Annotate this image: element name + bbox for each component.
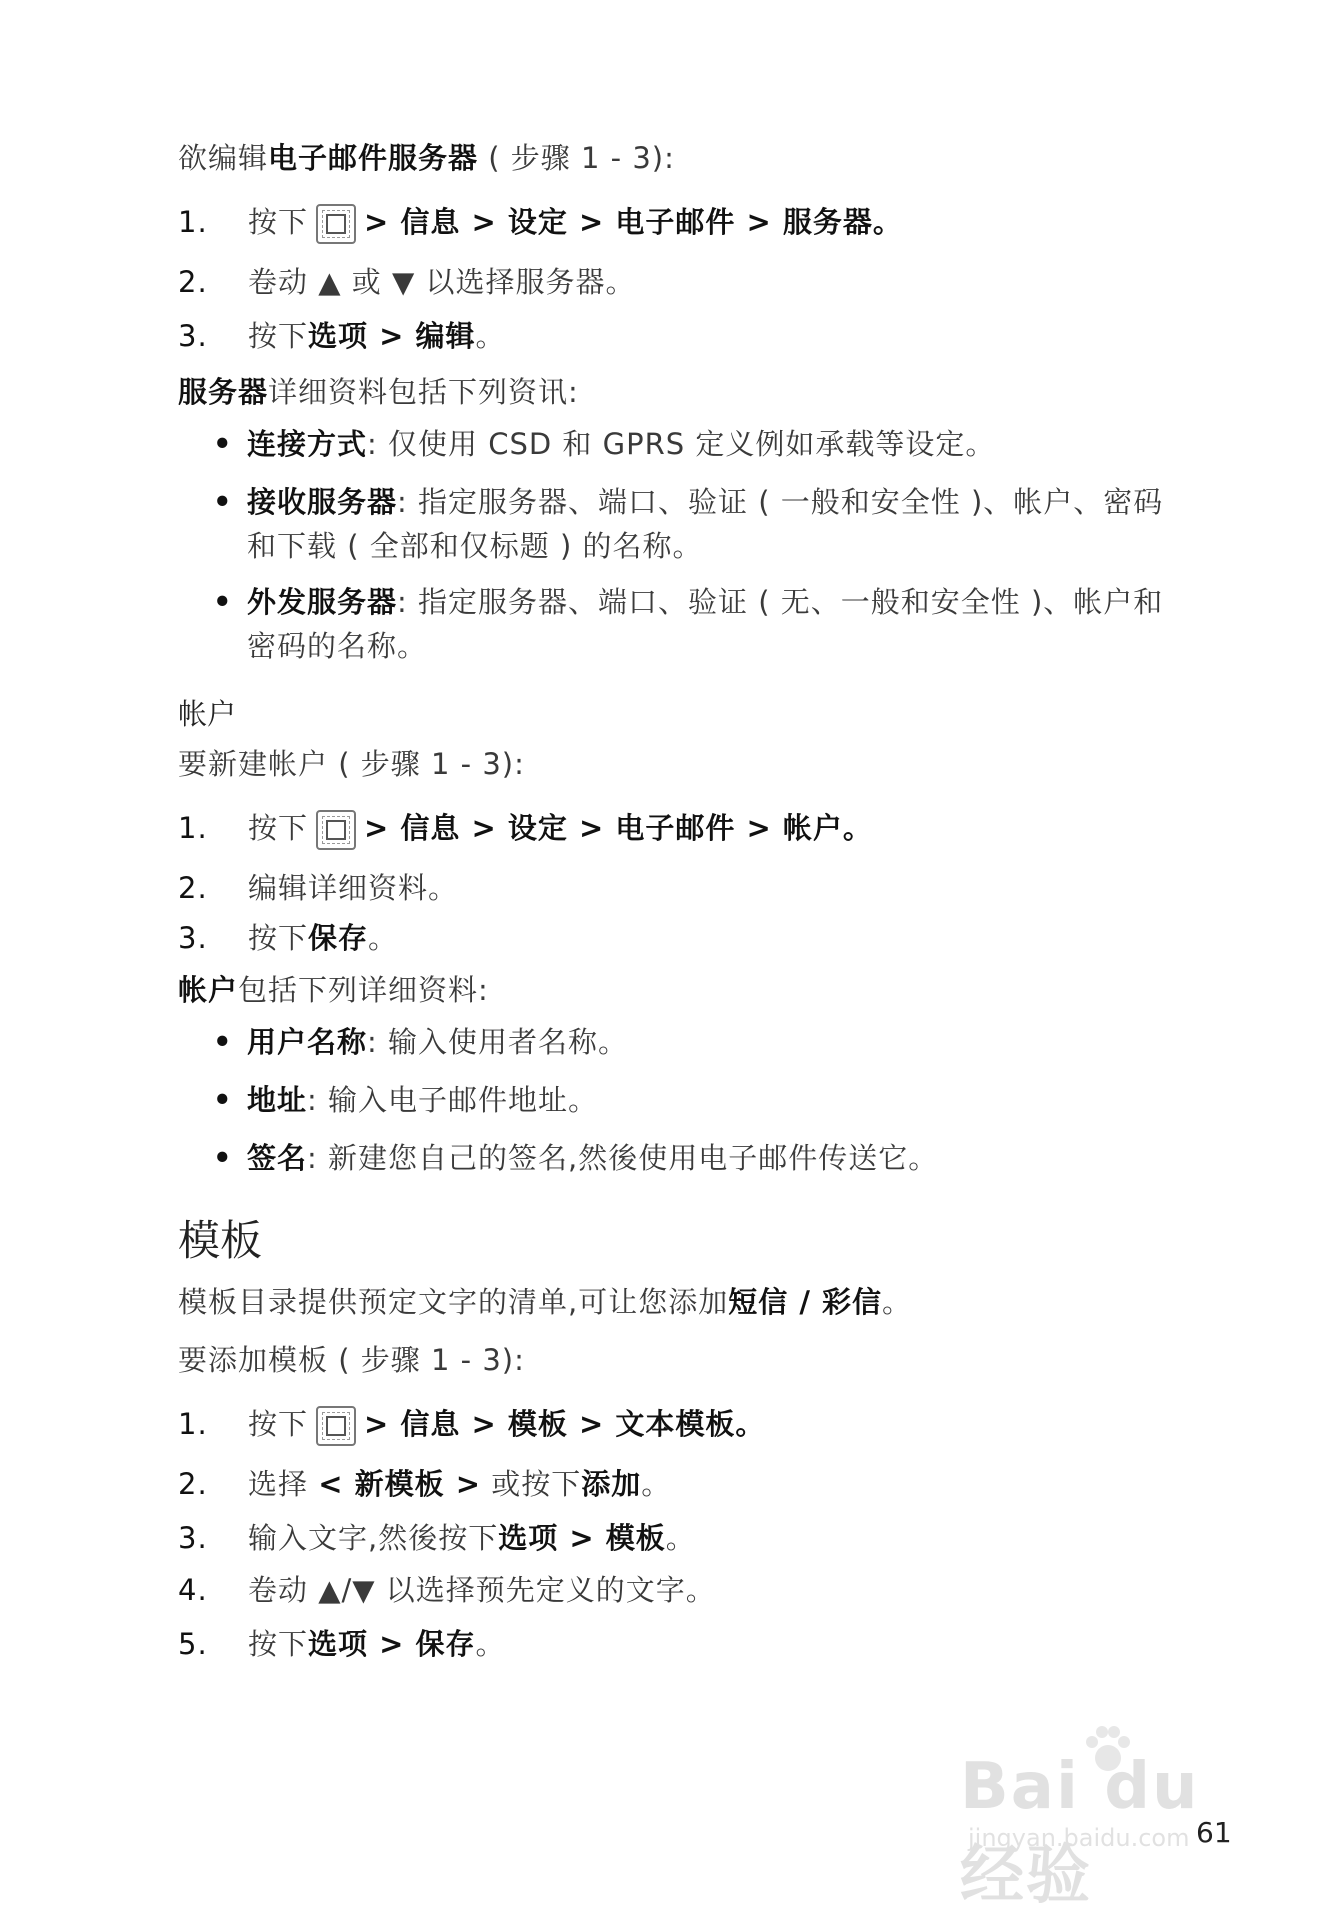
menu-key-icon: [316, 1406, 356, 1446]
bullet-bold: 接收服务器: [247, 485, 398, 519]
template-step-4: [178, 1570, 716, 1610]
bullet-text: : 新建您自己的签名,然後使用电子邮件传送它。: [307, 1141, 939, 1175]
bullet-bold: 连接方式: [247, 427, 368, 461]
details-bold: 服务器: [178, 375, 269, 409]
step-bold: 选项 > 保存: [308, 1627, 476, 1661]
bullet-text: : 仅使用 CSD 和 GPRS 定义例如承载等设定。: [367, 427, 996, 461]
details-text: 包括下列详细资料:: [238, 973, 489, 1007]
bullet-text: : 输入电子邮件地址。: [307, 1083, 599, 1117]
account-step-1: [178, 808, 873, 850]
intro-bold: 电子邮件服务器: [268, 141, 479, 175]
step-bold: 选项 > 编辑: [308, 319, 476, 353]
template-intro: 要添加模板 ( 步骤 1 - 3):: [178, 1343, 525, 1377]
bullet-outgoing-server: [213, 580, 1163, 668]
step-number: 5.: [178, 1627, 208, 1661]
bullet-dot: •: [213, 427, 233, 461]
step-text: 选择: [248, 1467, 319, 1501]
bullet-text: : 指定服务器、端口、验证 ( 无、一般和安全性 )、帐户和: [397, 585, 1164, 619]
page-number: 61: [1196, 1816, 1232, 1849]
bullet-text: : 输入使用者名称。: [367, 1025, 629, 1059]
step-number: 2.: [178, 1467, 208, 1501]
bullet-bold: 签名: [247, 1141, 308, 1175]
bullet-username: [213, 1020, 628, 1064]
details-text: 详细资料包括下列资讯:: [268, 375, 579, 409]
account-heading: 帐户: [178, 697, 237, 731]
baidu-watermark: [960, 1720, 1280, 1913]
desc-text: 模板目录提供预定文字的清单,可让您添加: [178, 1285, 729, 1319]
edit-server-intro: [178, 138, 675, 178]
step-text: 编辑详细资料。: [248, 871, 459, 905]
bullet-continuation: 密码的名称。: [247, 629, 428, 663]
bullet-address: [213, 1078, 598, 1122]
step-number: 3.: [178, 319, 208, 353]
account-details-intro: [178, 970, 489, 1010]
step-text: 或按下: [481, 1467, 582, 1501]
bullet-dot: •: [213, 585, 233, 619]
step-suffix: 。: [641, 1467, 672, 1501]
details-bold: 帐户: [178, 973, 239, 1007]
menu-path: > 信息 > 模板 > 文本模板。: [364, 1407, 766, 1441]
step-suffix: 。: [475, 319, 506, 353]
step-bold: 添加: [581, 1467, 642, 1501]
account-step-2: [178, 868, 458, 908]
template-step-3: [178, 1518, 696, 1558]
bullet-dot: •: [213, 485, 233, 519]
bullet-dot: •: [213, 1025, 233, 1059]
step-text: 按下: [248, 921, 309, 955]
step-suffix: 。: [475, 1627, 506, 1661]
step-number: 4.: [178, 1573, 208, 1607]
template-description: [178, 1282, 912, 1322]
watermark-logo: Bai du 经验: [960, 1750, 1200, 1913]
bullet-bold: 外发服务器: [247, 585, 398, 619]
desc-suffix: 。: [882, 1285, 913, 1319]
step-number: 2.: [178, 265, 208, 299]
menu-path: > 信息 > 设定 > 电子邮件 > 帐户。: [364, 811, 873, 845]
step-number: 3.: [178, 1521, 208, 1555]
step-text: 按下: [248, 1627, 309, 1661]
step-number: 3.: [178, 921, 208, 955]
step-text: 按下: [248, 319, 309, 353]
step-number: 2.: [178, 871, 208, 905]
step-text: 卷动 ▲/▼ 以选择预先定义的文字。: [248, 1573, 716, 1607]
desc-bold: 短信 / 彩信: [728, 1285, 883, 1319]
server-step-1: [178, 202, 903, 244]
menu-key-icon: [316, 810, 356, 850]
step-bold: 保存: [308, 921, 369, 955]
bullet-bold: 用户名称: [247, 1025, 368, 1059]
bullet-dot: •: [213, 1141, 233, 1175]
menu-key-icon: [316, 204, 356, 244]
step-number: 1.: [178, 205, 208, 239]
bullet-continuation: 和下载 ( 全部和仅标题 ) 的名称。: [247, 529, 703, 563]
step-suffix: 。: [665, 1521, 696, 1555]
step-bold: 选项 > 模板: [498, 1521, 666, 1555]
bullet-incoming-server: [213, 480, 1163, 568]
intro-text: 欲编辑: [178, 141, 269, 175]
intro-suffix: ( 步骤 1 - 3):: [478, 141, 675, 175]
server-step-3: [178, 316, 506, 356]
template-step-1: [178, 1404, 765, 1446]
step-text: 按下: [248, 811, 309, 845]
step-bold: < 新模板 >: [318, 1467, 482, 1501]
step-suffix: 。: [368, 921, 399, 955]
server-step-2: [178, 262, 635, 302]
step-text: 卷动 ▲ 或 ▼ 以选择服务器。: [248, 265, 636, 299]
step-text: 按下: [248, 205, 309, 239]
bullet-dot: •: [213, 1083, 233, 1117]
step-text: 输入文字,然後按下: [248, 1521, 499, 1555]
bullet-text: : 指定服务器、端口、验证 ( 一般和安全性 )、帐户、密码: [397, 485, 1164, 519]
bullet-bold: 地址: [247, 1083, 308, 1117]
watermark-url: jingyan.baidu.com: [968, 1824, 1190, 1852]
server-details-intro: [178, 372, 579, 412]
account-intro: 要新建帐户 ( 步骤 1 - 3):: [178, 747, 525, 781]
account-step-3: [178, 918, 398, 958]
step-number: 1.: [178, 1407, 208, 1441]
menu-path: > 信息 > 设定 > 电子邮件 > 服务器。: [364, 205, 903, 239]
step-number: 1.: [178, 811, 208, 845]
template-step-2: [178, 1464, 671, 1504]
bullet-connection-type: [213, 422, 995, 466]
step-text: 按下: [248, 1407, 309, 1441]
bullet-signature: [213, 1136, 938, 1180]
template-step-5: [178, 1624, 506, 1664]
template-heading: 模板: [178, 1216, 263, 1265]
